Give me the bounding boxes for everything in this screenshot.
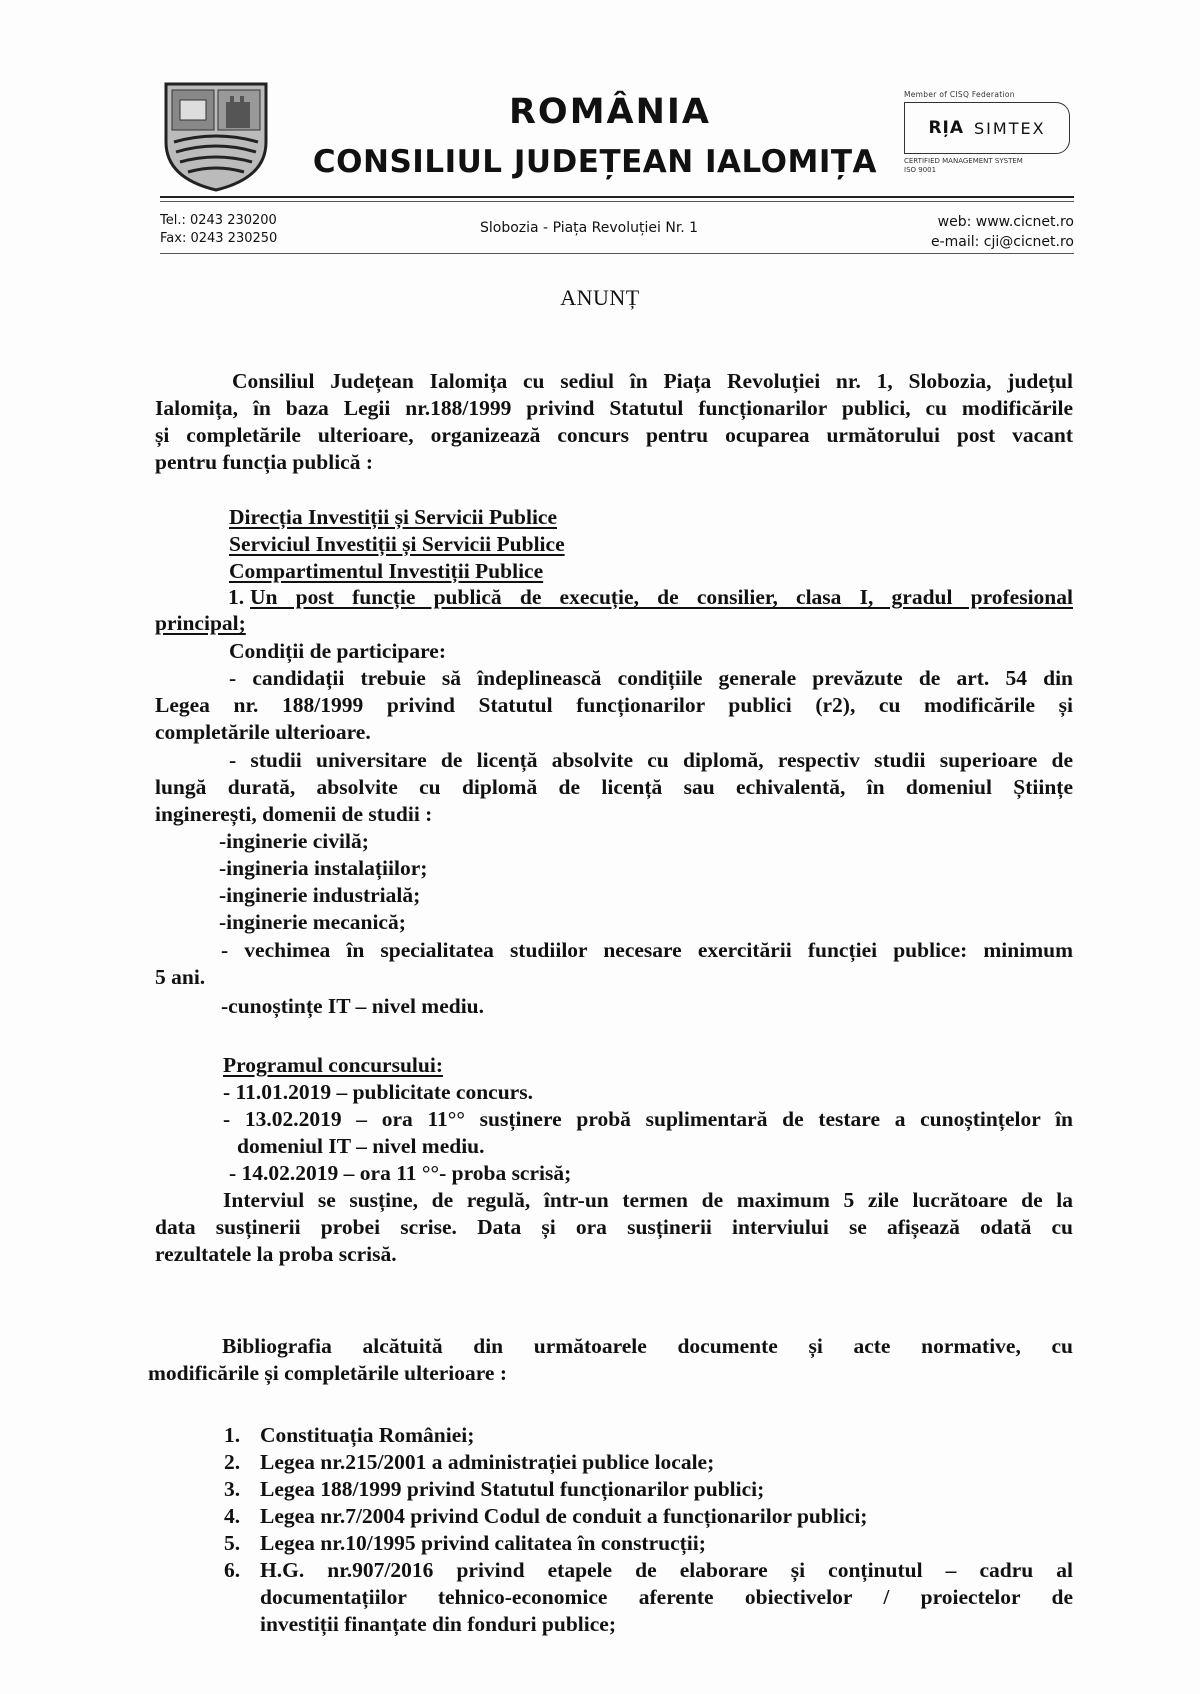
bibliography-item — [224, 1557, 1073, 1584]
bibliography-item-number: 3. — [224, 1477, 241, 1501]
interview-line: rezultatele la proba scrisă. — [155, 1242, 397, 1266]
program-item: domeniul IT – nivel mediu. — [237, 1134, 485, 1158]
cert-top-text: Member of CISQ Federation — [904, 90, 1015, 99]
post-line2: principal; — [155, 611, 246, 635]
bibliography-item-text: H.G. nr.907/2016 privind etapele de elaborare și conținutul – cadru al — [260, 1558, 1073, 1582]
structure-compartment: Compartimentul Investiții Publice — [229, 559, 544, 583]
bibliography-item — [224, 1530, 706, 1557]
contact-phones — [160, 212, 277, 248]
domain-item: -inginerie mecanică; — [219, 910, 406, 934]
bibliography-item-number: 1. — [224, 1423, 241, 1447]
bibliography-item-text: Legea 188/1999 privind Statutul funcționarilor publici; — [260, 1477, 765, 1501]
intro-line: și completările ulterioare, organizează concurs pentru ocuparea următorului post vacant — [155, 423, 1073, 447]
post-number: 1. — [228, 585, 245, 609]
conditions-studies-line: lungă durată, absolvite cu diplomă de licență sau echivalentă, în domeniul Științe — [155, 775, 1073, 799]
bibliography-item-number: 5. — [224, 1531, 241, 1555]
bibliography-intro-line: Bibliografia alcătuită din următoarele documente și acte normative, cu — [222, 1334, 1073, 1358]
conditions-general-line: - candidații trebuie să îndeplinească condițiile generale prevăzute de art. 54 din — [229, 666, 1073, 690]
bibliography-item-number: 6. — [224, 1558, 241, 1582]
domain-item: -inginerie civilă; — [219, 829, 369, 853]
conditions-studies-line: inginerești, domenii de studii : — [155, 802, 433, 826]
bibliography-item — [224, 1422, 474, 1449]
bibliography-item — [224, 1449, 714, 1476]
header-council: CONSILIUL JUDEȚEAN IALOMIȚA — [312, 144, 878, 180]
contact-email[interactable]: e-mail: cji@cicnet.ro — [930, 234, 1074, 250]
bibliography-item-number: 2. — [224, 1450, 241, 1474]
conditions-studies-line: - studii universitare de licență absolvite cu diplomă, respectiv studii superioare de — [229, 748, 1073, 772]
program-item: - 11.01.2019 – publicitate concurs. — [223, 1080, 533, 1104]
bibliography-intro-line: modificările și completările ulterioare : — [148, 1361, 508, 1385]
bibliography-item-text: Legea nr.10/1995 privind calitatea în construcții; — [260, 1531, 706, 1555]
cert-bottom-text — [904, 157, 1023, 175]
program-item: - 14.02.2019 – ora 11 °°- proba scrisă; — [229, 1161, 572, 1185]
interview-line: Interviul se susține, de regulă, într-un termen de maximum 5 zile lucrătoare de la — [223, 1188, 1073, 1212]
header-country: ROMÂNIA — [508, 92, 712, 132]
conditions-heading: Condiții de participare: — [229, 639, 446, 663]
intro-line: pentru funcția publică : — [155, 450, 374, 474]
seniority-line: - vechimea în specialitatea studiilor necesare exercitării funcției publice: minimum — [221, 938, 1073, 962]
interview-line: data susținerii probei scrise. Data și ora susținerii interviului se afișează odată cu — [155, 1215, 1073, 1239]
certification-logo — [904, 90, 1074, 190]
it-requirement: -cunoștințe IT – nivel mediu. — [221, 994, 485, 1018]
bibliography-item-continuation: investiții finanțate din fonduri publice; — [260, 1612, 616, 1636]
contact-web — [880, 212, 1074, 252]
conditions-general-line: Legea nr. 188/1999 privind Statutul funcționarilor publici (r2), cu modificările și — [155, 693, 1073, 717]
intro-line: Consiliul Județean Ialomița cu sediul în Piața Revoluției nr. 1, Slobozia, județul — [232, 369, 1073, 393]
coat-of-arms-icon — [160, 80, 272, 192]
cert-bottom-line2: ISO 9001 — [904, 166, 937, 174]
program-item: - 13.02.2019 – ora 11°° susținere probă suplimentară de testare a cunoștințelor în — [223, 1107, 1073, 1131]
program-heading: Programul concursului: — [223, 1053, 443, 1077]
header-rule-top — [160, 196, 1074, 198]
contact-fax: Fax: 0243 230250 — [160, 231, 278, 246]
contact-web-url[interactable]: web: www.cicnet.ro — [937, 214, 1074, 230]
bibliography-item-text: Constituația României; — [260, 1423, 475, 1447]
post-line1: Un post funcție publică de execuție, de consilier, clasa I, gradul profesional — [250, 585, 1073, 609]
structure-direction: Direcția Investiții și Servicii Publice — [229, 505, 558, 529]
header-rule-top-thin — [160, 201, 1074, 202]
conditions-general-line: completările ulterioare. — [155, 720, 371, 744]
seniority-line: 5 ani. — [155, 965, 206, 989]
bibliography-item-number: 4. — [224, 1504, 241, 1528]
header-rule-bottom — [160, 253, 1074, 254]
domain-item: -inginerie industrială; — [219, 883, 421, 907]
cert-brand-left: RI̦A — [928, 118, 965, 138]
contact-address: Slobozia - Piața Revoluției Nr. 1 — [480, 220, 699, 236]
page-title: ANUNȚ — [560, 285, 640, 310]
contact-tel: Tel.: 0243 230200 — [160, 213, 277, 228]
cert-box — [904, 102, 1070, 154]
intro-line: Ialomița, în baza Legii nr.188/1999 privind Statutul funcționarilor publici, cu modificările — [155, 396, 1073, 420]
bibliography-item-continuation: documentațiilor tehnico-economice aferente obiectivelor / proiectelor de — [260, 1585, 1073, 1609]
bibliography-item — [224, 1476, 764, 1503]
bibliography-item — [224, 1503, 867, 1530]
structure-service: Serviciul Investiții și Servicii Publice — [229, 532, 565, 556]
domain-item: -ingineria instalațiilor; — [219, 856, 428, 880]
bibliography-item-text: Legea nr.7/2004 privind Codul de conduit a funcționarilor publici; — [260, 1504, 868, 1528]
cert-bottom-line1: CERTIFIED MANAGEMENT SYSTEM — [904, 157, 1023, 165]
cert-brand-right: SIMTEX — [974, 118, 1046, 138]
bibliography-item-text: Legea nr.215/2001 a administrației publice locale; — [260, 1450, 715, 1474]
